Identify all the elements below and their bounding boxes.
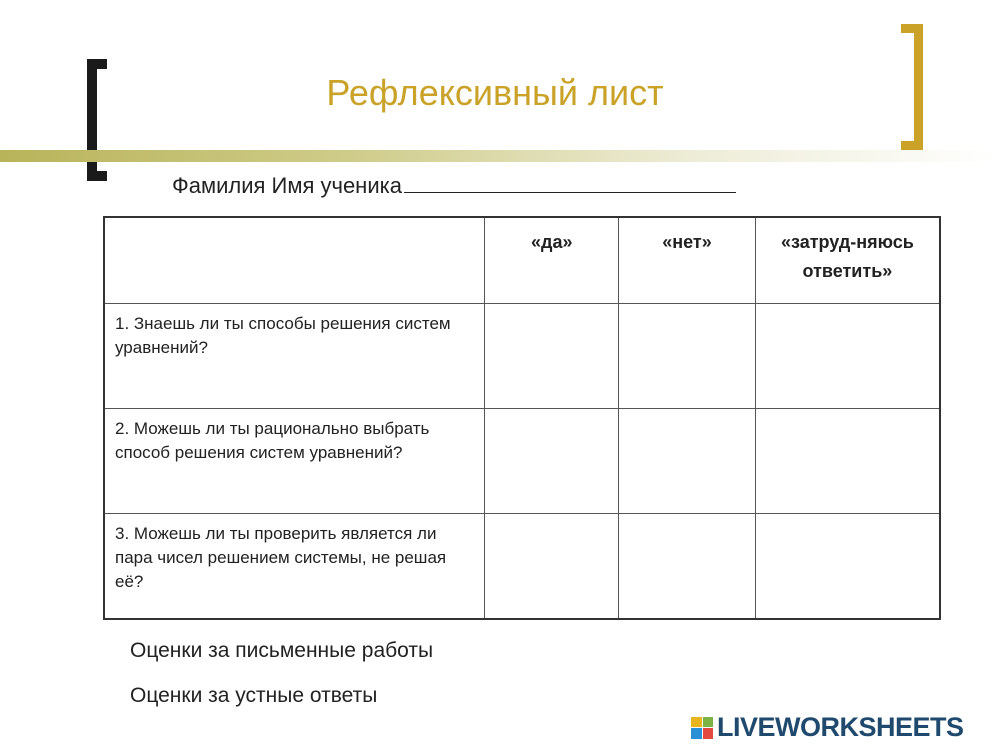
answer-yes-cell[interactable]	[485, 514, 619, 620]
student-name-line	[172, 172, 736, 199]
student-name-label: Фамилия Имя ученика	[172, 173, 402, 198]
liveworksheets-logo-icon	[691, 717, 713, 739]
question-cell: 3. Можешь ли ты проверить является ли пара чисел решением системы, не решая её?	[104, 514, 485, 620]
header-question	[104, 217, 485, 304]
answer-no-cell[interactable]	[619, 409, 756, 514]
liveworksheets-brand	[691, 712, 964, 743]
oral-grades-label: Оценки за устные ответы	[130, 684, 378, 707]
table-row	[104, 514, 940, 620]
reflection-table	[103, 216, 941, 620]
brand-name: LIVEWORKSHEETS	[717, 712, 964, 742]
header-yes: «да»	[485, 217, 619, 304]
answer-no-cell[interactable]	[619, 304, 756, 409]
student-name-blank[interactable]	[404, 172, 736, 193]
answer-hard-cell[interactable]	[755, 409, 940, 514]
table-row	[104, 409, 940, 514]
answer-hard-cell[interactable]	[755, 514, 940, 620]
answer-yes-cell[interactable]	[485, 409, 619, 514]
title-underline-bar	[0, 150, 1000, 162]
question-cell: 1. Знаешь ли ты способы решения систем уравнений?	[104, 304, 485, 409]
page-title: Рефлексивный лист	[326, 72, 664, 113]
header-hard-to-answer: «затруд-няюсь ответить»	[755, 217, 940, 304]
table-row	[104, 304, 940, 409]
header-no: «нет»	[619, 217, 756, 304]
written-grades-label: Оценки за письменные работы	[130, 639, 434, 662]
answer-yes-cell[interactable]	[485, 304, 619, 409]
table-header-row	[104, 217, 940, 304]
answer-no-cell[interactable]	[619, 514, 756, 620]
question-cell: 2. Можешь ли ты рационально выбрать способ решения систем уравнений?	[104, 409, 485, 514]
answer-hard-cell[interactable]	[755, 304, 940, 409]
